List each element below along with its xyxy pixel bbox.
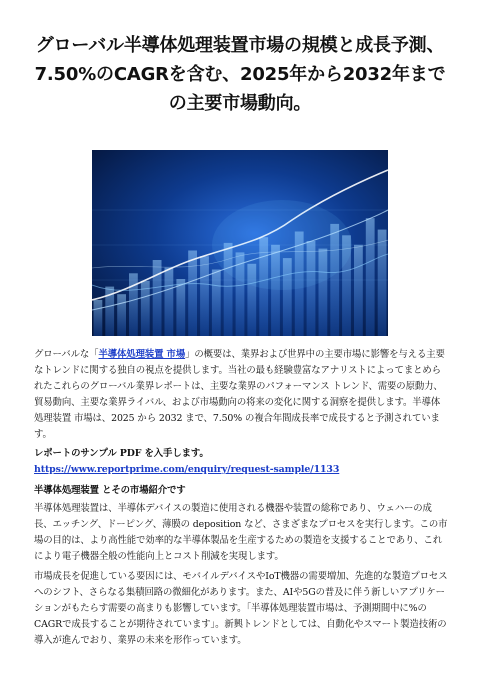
hero-decorative-bar: [354, 245, 363, 336]
hero-decorative-bar: [117, 294, 126, 336]
intro-text-after: 」の概要は、業界および世界中の主要市場に影響を与える主要なトレンドに関する独自の視点を提供します。当社の最も経験豊富なアナリストによってまとめられたこれらのグローバル業界レポートは、主要な業界のパフォーマンス トレンド、需要の原動力、貿易動向、主要な業界ライバル、および市場動向の将来の変化に関する洞察を提供します。半導体処理装置 市場は、2025 から 2032 まで、7.50% の複合年間成長率で成長すると予測されています。: [34, 349, 445, 440]
market-report-link[interactable]: 半導体処理装置 市場: [98, 349, 186, 360]
hero-decorative-bar: [165, 268, 174, 336]
sample-label: レポートのサンプル PDF を入手します。: [34, 448, 209, 459]
sample-request-link[interactable]: https://www.reportprime.com/enquiry/request-sample/1133: [34, 464, 340, 475]
hero-decorative-bar: [94, 300, 103, 336]
growth-drivers-paragraph: 市場成長を促進している要因には、モバイルデバイスやIoT機器の需要増加、先進的な製造プロセスへのシフト、さらなる集積回路の微細化があります。また、AIや5Gの普及に伴う新しいアプリケーションがもたらす需要の高まりも影響しています。「半導体処理装置市場は、予測期間中に%のCAGRで成長することが期待されています」。新興トレンドとしては、自動化やスマート製造技術の導入が進んでおり、業界の未来を形作っています。: [34, 571, 448, 646]
hero-decorative-bar: [176, 279, 185, 336]
market-chart-hero-image: [92, 150, 388, 336]
market-intro-paragraph: 半導体処理装置は、半導体デバイスの製造に使用される機器や装置の総称であり、ウェハーの成長、エッチング、ドーピング、薄膜の deposition など、さまざまなプロセスを実行します。この市場の目的は、より高性能で効率的な半導体製品を生産するための製造を支援することであり、これにより電子機器全般の性能向上とコスト削減を実現します。: [34, 503, 448, 562]
sample-request-line: [34, 446, 448, 478]
hero-decorative-bar: [129, 273, 138, 336]
hero-decorative-bar: [212, 270, 221, 337]
hero-decorative-bar: [366, 218, 375, 336]
hero-decorative-bar: [188, 251, 197, 337]
intro-text-before: グローバルな「: [34, 349, 99, 360]
article-title: グローバル半導体処理装置市場の規模と成長予測、7.50%のCAGRを含む、2025年から2032年までの主要市場動向。: [34, 35, 446, 114]
hero-decorative-bar: [378, 230, 387, 336]
section-heading: 半導体処理装置 とその市場紹介です: [34, 485, 186, 496]
intro-paragraph: [34, 347, 448, 443]
hero-decorative-bar: [153, 260, 162, 336]
hero-decorative-bar: [200, 256, 209, 336]
